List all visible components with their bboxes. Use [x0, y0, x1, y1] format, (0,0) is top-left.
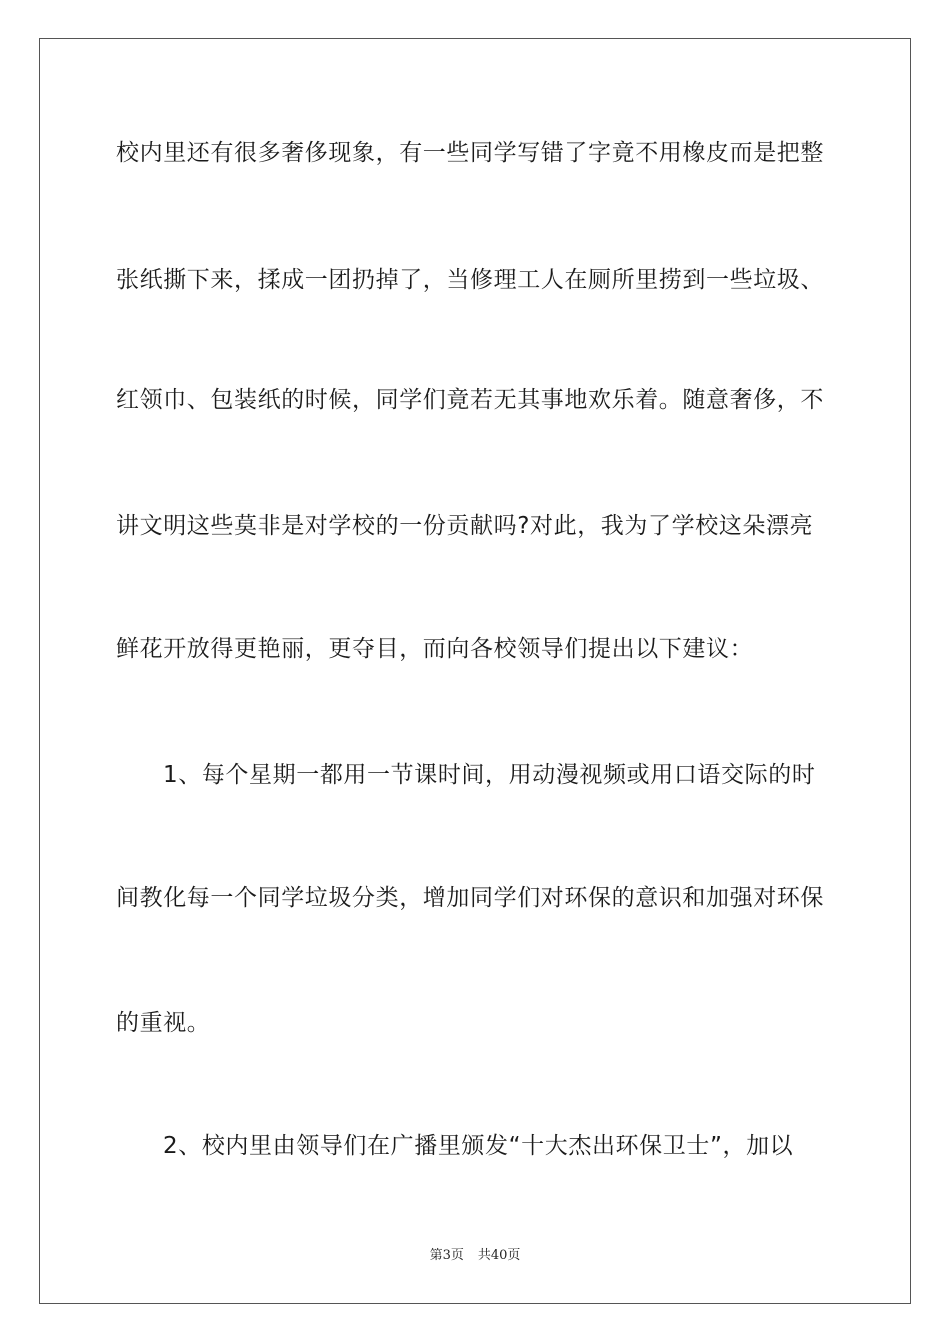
page-border	[39, 38, 911, 1304]
text-line-5: 鲜花开放得更艳丽，更夺目，而向各校领导们提出以下建议：	[116, 636, 754, 662]
page-total: 共40页	[477, 1248, 521, 1263]
text-line-1: 校内里还有很多奢侈现象，有一些同学写错了字竟不用橡皮而是把整	[116, 140, 824, 166]
page-number: 第3页	[429, 1248, 464, 1263]
text-line-6: 1、每个星期一都用一节课时间，用动漫视频或用口语交际的时	[163, 762, 816, 788]
text-line-7: 间教化每一个同学垃圾分类，增加同学们对环保的意识和加强对环保	[116, 885, 824, 911]
text-line-2: 张纸撕下来，揉成一团扔掉了，当修理工人在厕所里捞到一些垃圾、	[116, 267, 824, 293]
text-line-3: 红领巾、包装纸的时候，同学们竟若无其事地欢乐着。随意奢侈，不	[116, 387, 824, 413]
text-line-4: 讲文明这些莫非是对学校的一份贡献吗?对此，我为了学校这朵漂亮	[116, 513, 814, 539]
page-footer	[0, 1248, 950, 1264]
text-line-9: 2、校内里由领导们在广播里颁发“十大杰出环保卫士”，加以	[163, 1133, 794, 1159]
text-line-8: 的重视。	[116, 1010, 211, 1036]
